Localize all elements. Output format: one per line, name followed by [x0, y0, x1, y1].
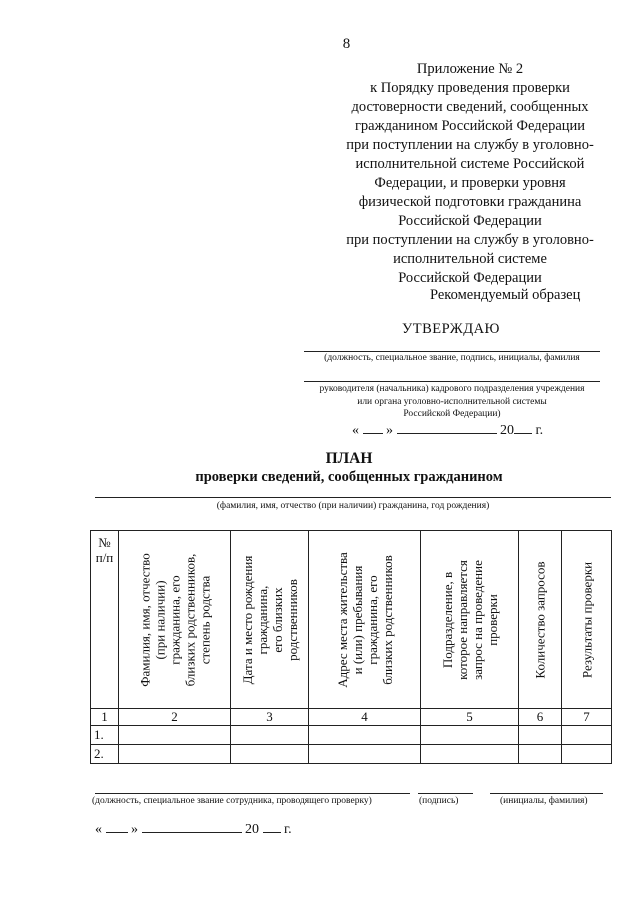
table-row [91, 745, 612, 764]
approval-caption: (должность, специальное звание, подпись, инициалы, фамилия [324, 353, 580, 363]
approval-caption-line: руководителя (начальника) кадрового подразделения учреждения [319, 384, 585, 394]
year-suffix: г. [535, 423, 544, 438]
header-address: Адрес места жительства и (или) пребывания гражданина, его близких родственников [309, 531, 421, 709]
day-blank [363, 421, 383, 434]
close-quote: » [131, 822, 138, 837]
appendix-line: Российской Федерации [398, 270, 542, 286]
row-number: 2. [91, 745, 119, 764]
table-cell [309, 745, 421, 764]
citizen-name-caption: (фамилия, имя, отчество (при наличии) гражданина, год рождения) [216, 501, 490, 511]
appendix-line: физической подготовки гражданина [358, 194, 582, 210]
table-cell [519, 745, 562, 764]
table-cell [231, 745, 309, 764]
approval-position-line [304, 381, 600, 382]
header-request-count: Количество запросов [519, 531, 562, 709]
plan-title: ПЛАН [325, 450, 373, 467]
inspector-name-line [490, 793, 603, 794]
month-blank [142, 820, 242, 833]
table-cell [519, 726, 562, 745]
approval-date [352, 421, 543, 439]
approval-caption-block [296, 383, 608, 421]
table-cell [119, 745, 231, 764]
year-blank [263, 820, 281, 833]
header-full-name: Фамилия, имя, отчество (при наличии) гражданина, его близких родственников, степень родства [119, 531, 231, 709]
header-department: Подразделение, в которое направляется запрос на проведение проверки [421, 531, 519, 709]
table-cell [562, 726, 612, 745]
year-prefix: 20 [245, 822, 259, 837]
table-cell [421, 745, 519, 764]
approval-signature-line [304, 351, 600, 352]
year-suffix: г. [284, 822, 292, 837]
appendix-line: Федерации, и проверки уровня [374, 175, 566, 191]
column-number: 6 [519, 709, 562, 726]
table-cell [562, 745, 612, 764]
year-blank [514, 421, 532, 434]
inspector-position-caption: (должность, специальное звание сотрудника, проводящего проверку) [92, 796, 372, 806]
approval-title: УТВЕРЖДАЮ [402, 321, 500, 337]
appendix-line: Российской Федерации [398, 213, 542, 229]
table-cell [231, 726, 309, 745]
column-number: 7 [562, 709, 612, 726]
inspection-date [95, 820, 292, 838]
header-birth: Дата и место рождения гражданина, его близких родственников [231, 531, 309, 709]
appendix-line: Приложение № 2 [416, 61, 524, 77]
inspector-signature-line [418, 793, 473, 794]
open-quote: « [95, 822, 102, 837]
inspector-signature-caption: (подпись) [419, 796, 459, 806]
appendix-line: исполнительной системе [393, 251, 547, 267]
table-header-row [91, 531, 612, 709]
column-number: 4 [309, 709, 421, 726]
open-quote: « [352, 423, 359, 438]
header-number: № п/п [91, 531, 119, 709]
inspector-name-caption: (инициалы, фамилия) [500, 796, 588, 806]
table-cell [421, 726, 519, 745]
appendix-line: гражданином Российской Федерации [354, 118, 586, 134]
row-number: 1. [91, 726, 119, 745]
appendix-line: к Порядку проведения проверки [370, 80, 570, 96]
table-cell [119, 726, 231, 745]
close-quote: » [386, 423, 393, 438]
month-blank [397, 421, 497, 434]
page-number: 8 [342, 36, 351, 52]
appendix-header [320, 60, 620, 288]
year-prefix: 20 [500, 423, 514, 438]
verification-plan-table [90, 530, 612, 764]
recommended-sample-label: Рекомендуемый образец [430, 287, 581, 303]
appendix-line: при поступлении на службу в уголовно- [346, 232, 594, 248]
appendix-line: достоверности сведений, сообщенных [351, 99, 589, 115]
approval-caption-line: Российской Федерации) [403, 409, 501, 419]
appendix-line: исполнительной системе Российской [355, 156, 585, 172]
approval-caption-line: или органа уголовно-исполнительной системы [357, 396, 547, 407]
appendix-line: при поступлении на службу в уголовно- [346, 137, 594, 153]
header-results: Результаты проверки [562, 531, 612, 709]
column-number: 3 [231, 709, 309, 726]
citizen-name-line [95, 497, 611, 498]
column-number-row [91, 709, 612, 726]
table-row [91, 726, 612, 745]
column-number: 5 [421, 709, 519, 726]
day-blank [106, 820, 128, 833]
table-cell [309, 726, 421, 745]
column-number: 2 [119, 709, 231, 726]
inspector-position-line [95, 793, 410, 794]
column-number: 1 [91, 709, 119, 726]
plan-subtitle: проверки сведений, сообщенных гражданином [195, 469, 503, 485]
